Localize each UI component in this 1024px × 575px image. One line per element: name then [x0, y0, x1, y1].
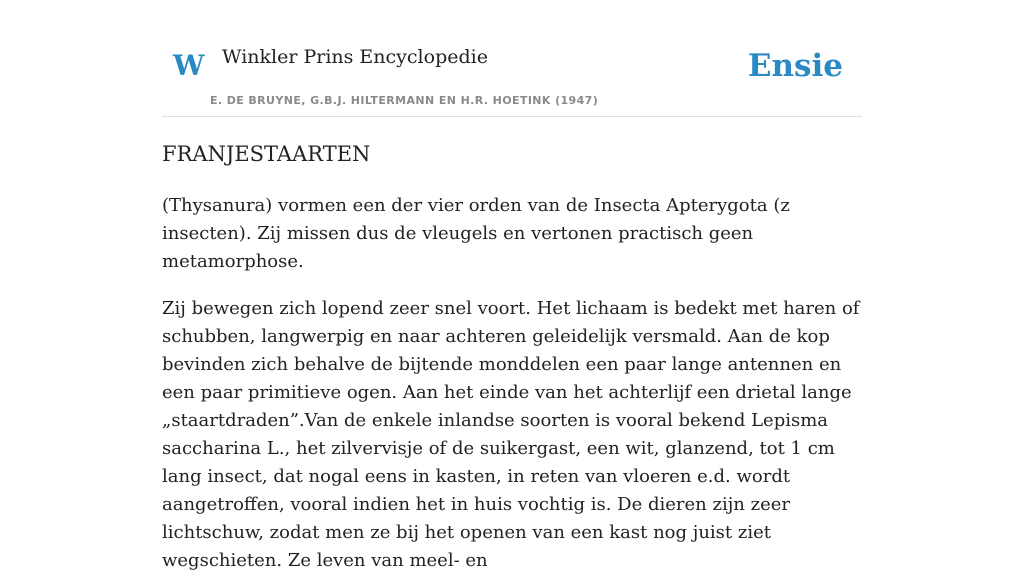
- site-header: [162, 0, 862, 117]
- article: [162, 138, 862, 575]
- article-title: FRANJESTAARTEN: [162, 142, 371, 166]
- article-paragraph: (Thysanura) vormen een der vier orden van de Insecta Apterygota (z insecten). Zij missen dus de vleugels en vertonen practisch geen metamorphose.: [162, 195, 790, 272]
- article-paragraph: Zij bewegen zich lopend zeer snel voort. Het lichaam is bedekt met haren of schubben, langwerpig en naar achteren geleidelijk versmald. Aan de kop bevinden zich behalve de bijtende monddelen een paar lange antennen en een paar primitieve ogen. Aan het einde van het achterlijf een drietal lange „staartdraden”.Van de enkele inlandse soorten is vooral bekend Lepisma saccharina L., het zilvervisje of de suikergast, een wit, glanzend, tot 1 cm lang insect, dat nogal eens in kasten, in reten van vloeren e.d. wordt aangetroffen, vooral indien het in huis vochtig is. De dieren zijn zeer lichtschuw, zodat men ze bij het openen van een kast nog juist ziet wegschieten. Ze leven van meel- en: [162, 298, 860, 571]
- publication-title[interactable]: Winkler Prins Encyclopedie: [222, 46, 488, 68]
- authors-line: E. DE BRUYNE, G.B.J. HILTERMANN EN H.R. HOETINK (1947): [210, 94, 599, 107]
- winkler-prins-logo[interactable]: W: [173, 49, 205, 82]
- ensie-logo[interactable]: Ensie: [747, 48, 843, 84]
